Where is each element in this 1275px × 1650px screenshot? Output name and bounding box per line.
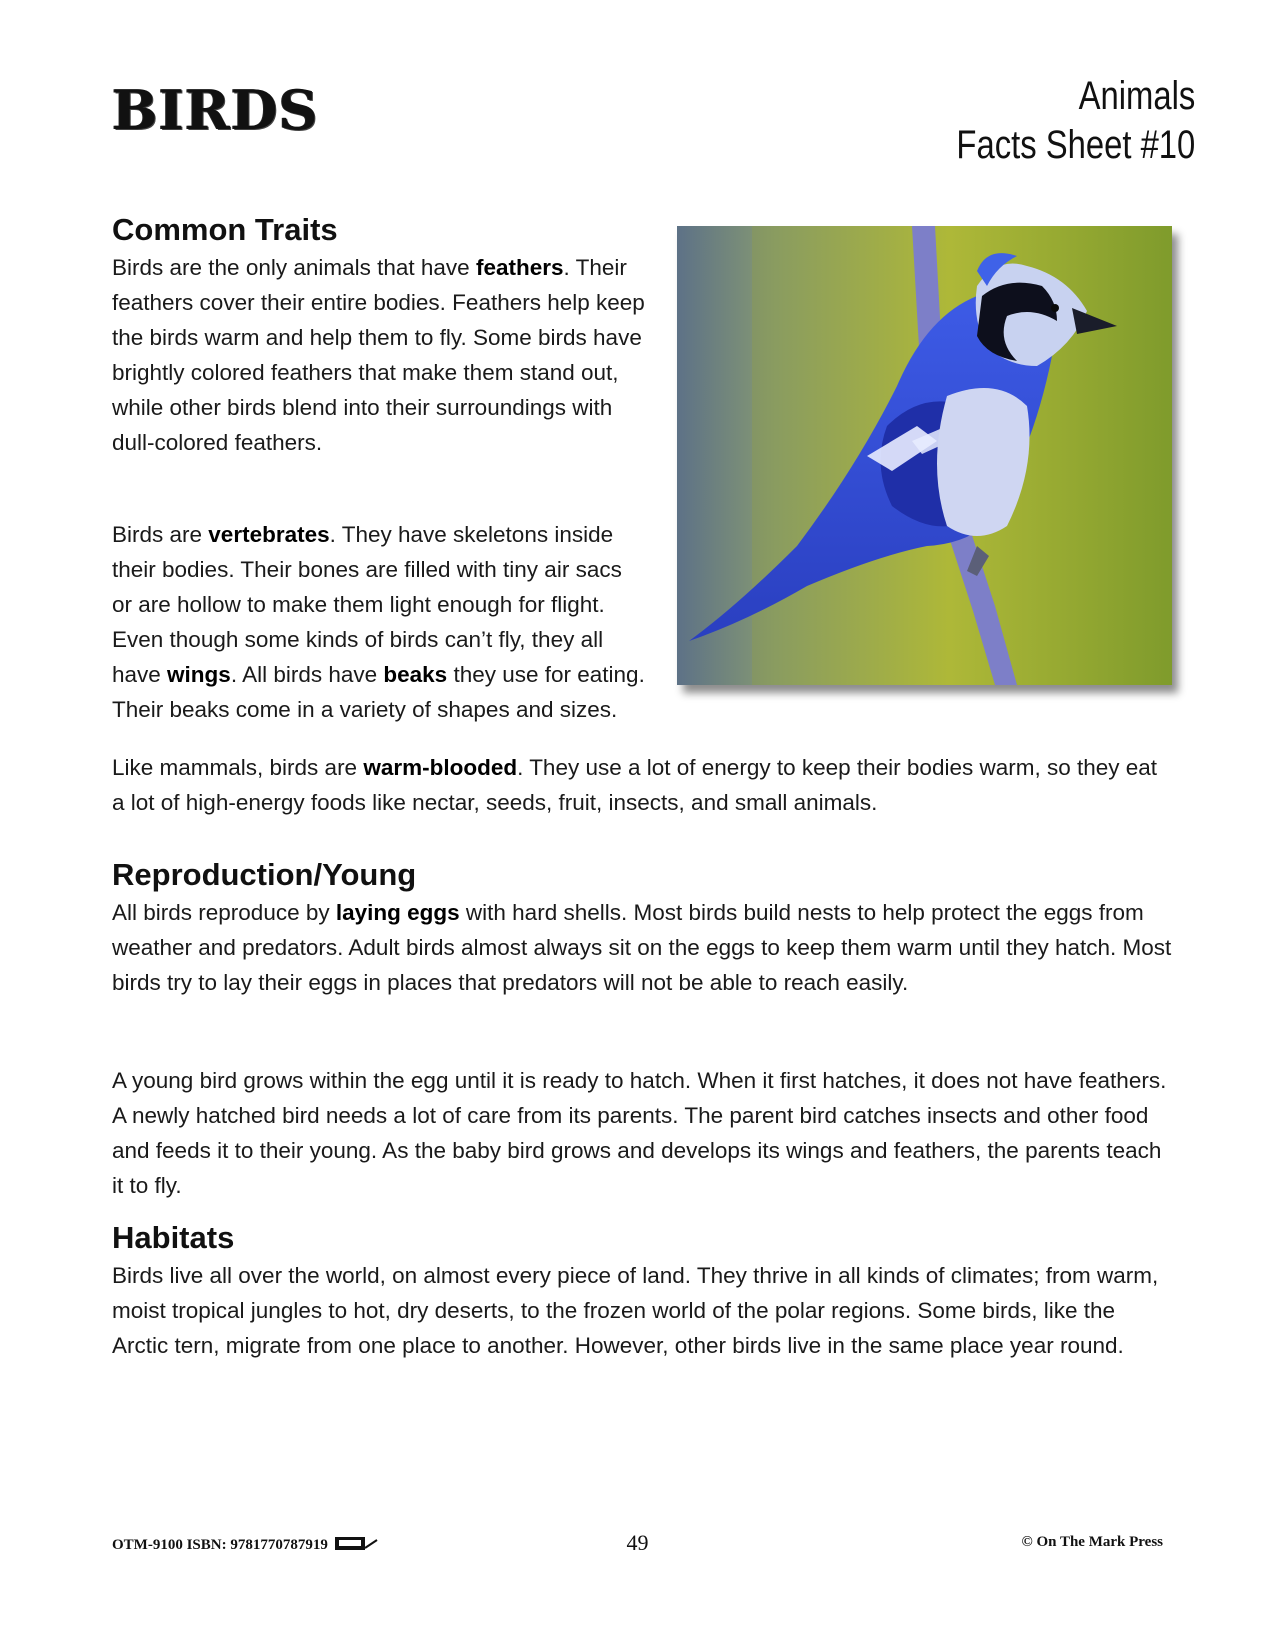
series-title: Animals bbox=[1078, 74, 1195, 118]
text-run: All birds reproduce by bbox=[112, 900, 336, 925]
section-title-common-traits: Common Traits bbox=[112, 212, 338, 247]
bold-term: laying eggs bbox=[335, 900, 460, 925]
paragraph bbox=[112, 1063, 1172, 1203]
text-run: Birds are the only animals that have bbox=[112, 255, 476, 280]
bold-term: wings bbox=[167, 662, 231, 687]
blue-jay-photo bbox=[677, 226, 1172, 685]
section-title-habitats: Habitats bbox=[112, 1220, 235, 1255]
text-run: they use for eating. Their beaks come in a variety of shapes and sizes. bbox=[112, 662, 645, 722]
paragraph bbox=[112, 250, 647, 460]
page-footer bbox=[112, 1530, 1163, 1560]
bold-term: warm-blooded bbox=[363, 755, 518, 780]
text-run: A young bird grows within the egg until it is ready to hatch. When it first hatches, it does not have feathers. A newly hatched bird needs a lot of care from its parents. The parent bird catches insects and other food and feeds it to their young. As the baby bird grows and develops its wings and feathers, the parents teach it to fly. bbox=[112, 1068, 1167, 1198]
paragraph bbox=[112, 895, 1172, 1000]
text-run: . They have skeletons inside their bodies. Their bones are filled with tiny air sacs or are hollow to make them light enough for flight. Even though some kinds of birds can’t fly, they all have bbox=[112, 522, 622, 687]
paragraph bbox=[112, 750, 1172, 820]
bold-term: feathers bbox=[475, 255, 564, 280]
text-run: . They use a lot of energy to keep their bodies warm, so they eat a lot of high-energy foods like nectar, seeds, fruit, insects, and small animals. bbox=[112, 755, 1158, 815]
text-run: . All birds have bbox=[230, 662, 384, 687]
text-run: Like mammals, birds are bbox=[112, 755, 364, 780]
paragraph bbox=[112, 1258, 1172, 1363]
bold-term: beaks bbox=[383, 662, 448, 687]
text-run: . Their feathers cover their entire bodies. Feathers help keep the birds warm and help them to fly. Some birds have brightly colored feathers that make them stand out, while other birds blend into their surroundings with dull-colored feathers. bbox=[112, 255, 645, 455]
bold-term: vertebrates bbox=[208, 522, 330, 547]
page-number: 49 bbox=[626, 1530, 649, 1555]
text-run: Birds are bbox=[112, 522, 209, 547]
page-logo: BIRDS bbox=[112, 78, 319, 142]
text-run: Birds live all over the world, on almost every piece of land. They thrive in all kinds of climates; from warm, moist tropical jungles to hot, dry deserts, to the frozen world of the polar regions. Some birds, like the Arctic tern, migrate from one place to another. However, other birds live in the same place year round. bbox=[112, 1263, 1159, 1358]
text-run: with hard shells. Most birds build nests to help protect the eggs from weather and predators. Adult birds almost always sit on the eggs to keep them warm until they hatch. Most birds try to lay their eggs in places that predators will not be able to reach easily. bbox=[112, 900, 1172, 995]
section-title-reproduction: Reproduction/Young bbox=[112, 857, 417, 892]
product-code: OTM-9100 ISBN: 9781770787919 bbox=[112, 1537, 328, 1553]
sheet-header bbox=[956, 72, 1195, 170]
paragraph bbox=[112, 517, 647, 727]
copyright: © On The Mark Press bbox=[1021, 1534, 1163, 1550]
sheet-number: Facts Sheet #10 bbox=[956, 122, 1195, 167]
